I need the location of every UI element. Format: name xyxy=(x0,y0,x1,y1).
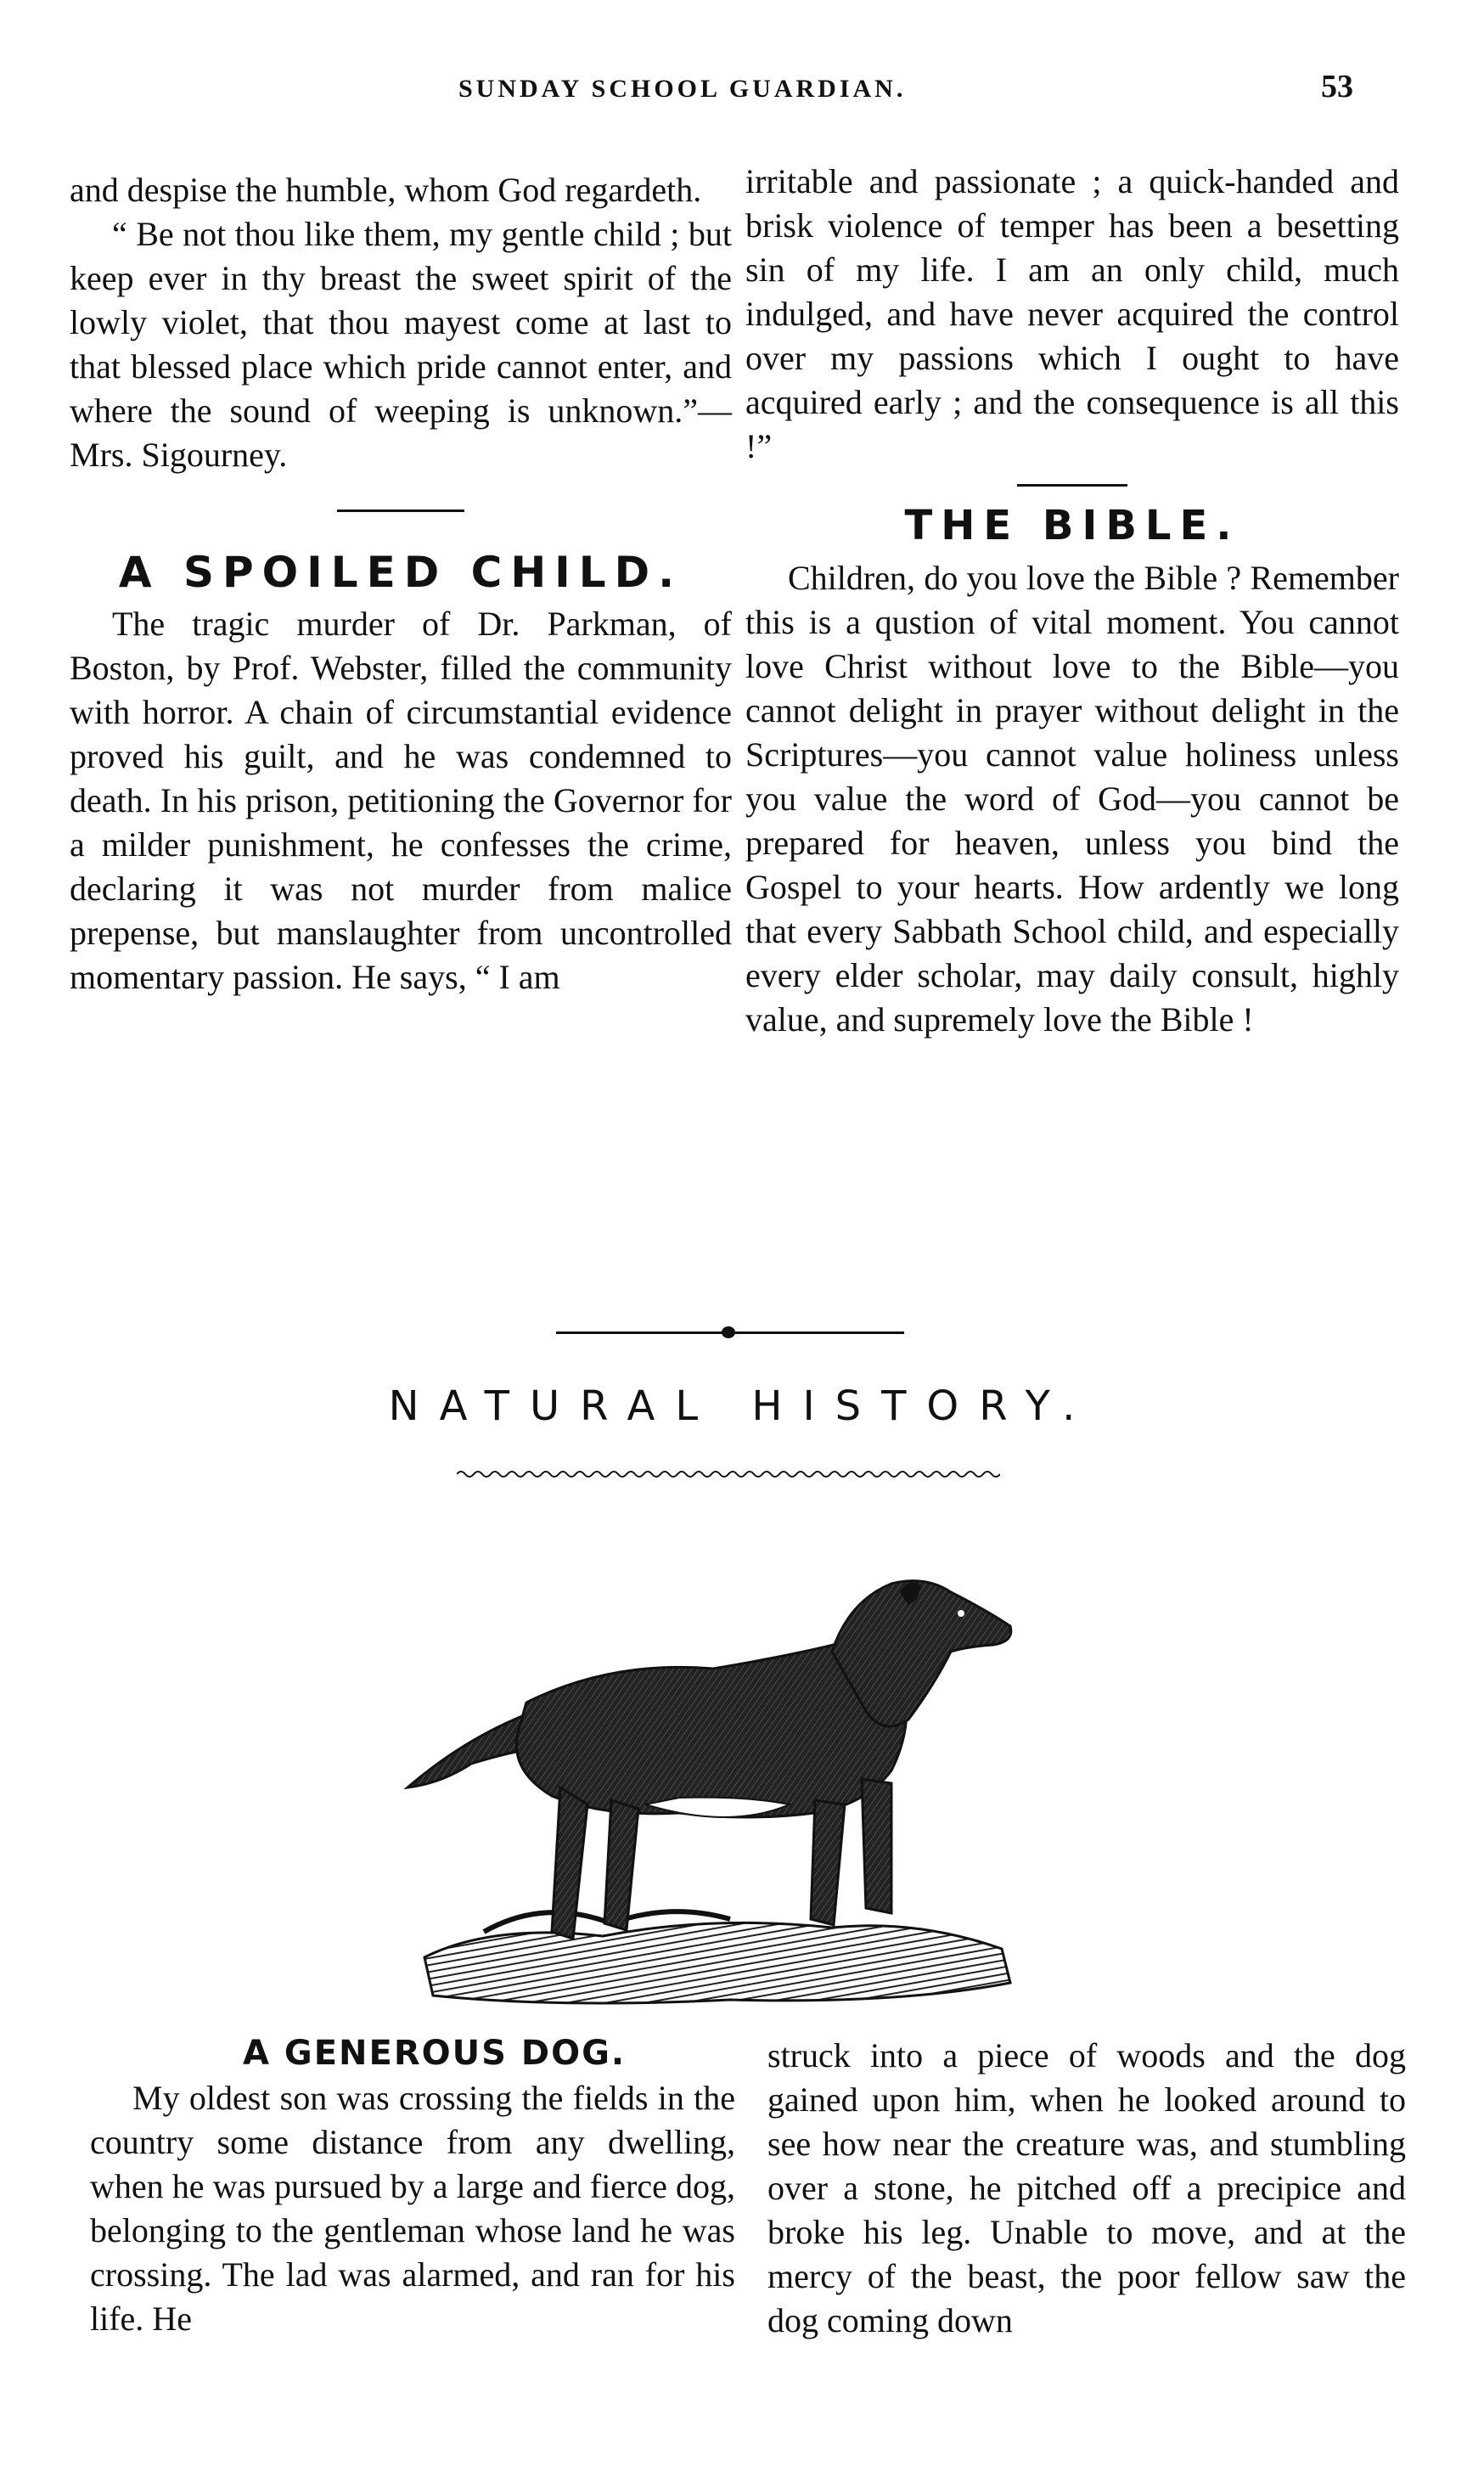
section-divider xyxy=(337,509,464,512)
violet-paragraph-end: and despise the humble, whom God regardeth. xyxy=(70,171,702,209)
section-divider xyxy=(1017,484,1127,487)
spoiled-child-text: The tragic murder of Dr. Parkman, of Boston, by Prof. Webster, filled the community with horror. A chain of circumstantial evidence proved his guilt, and he was condemned to death. In his prison, petitioning the Governor for a milder punishment, he confesses the crime, declaring it was not murder from malice prepense, but manslaughter from uncontrolled momentary passion. He says, “ I am xyxy=(70,605,732,996)
generous-dog-title: A GENEROUS DOG. xyxy=(243,2034,627,2073)
ornament-rule-dot xyxy=(722,1326,735,1338)
violet-paragraph-quote: “ Be not thou like them, my gentle child ; but keep ever in thy breast the sweet spirit of the lowly violet, that thou mayest come at last to that blessed place which pride cannot enter, and where the sound of weeping is unknown.”—Mrs. Sigourney. xyxy=(70,215,732,474)
natural-history-heading: NATURAL HISTORY. xyxy=(388,1382,1096,1430)
generous-dog-text-left: My oldest son was crossing the fields in the country some distance from any dwelling, when he was pursued by a large and fierce dog, belonging to the gentleman whose land he was crossing. The lad was alarmed, and ran for his life. He xyxy=(90,2079,735,2338)
right-column-top xyxy=(745,160,1399,1042)
dog-engraving-icon xyxy=(391,1575,1036,2025)
left-column-bottom xyxy=(90,2034,735,2341)
running-title: SUNDAY SCHOOL GUARDIAN. xyxy=(458,75,907,103)
bible-title: THE BIBLE. xyxy=(904,502,1240,549)
spoiled-child-title: A SPOILED CHILD. xyxy=(118,548,683,597)
right-column-bottom xyxy=(767,2034,1406,2343)
generous-dog-text-right: struck into a piece of woods and the dog gained upon him, when he looked around to see how near the creature was, and stumbling over a stone, he pitched off a precipice and broke his leg. Unable to move, and at the mercy of the beast, the poor fellow saw the dog coming down xyxy=(767,2036,1406,2339)
spoiled-child-continued: irritable and passionate ; a quick-handed and brisk violence of temper has been a besetting sin of my life. I am an only child, much indulged, and have never acquired the control over my passions which I ought to have acquired early ; and the consequence is all this !” xyxy=(745,162,1399,465)
left-column-top xyxy=(70,168,732,999)
page-number: 53 xyxy=(1321,69,1353,104)
bible-text: Children, do you love the Bible ? Remember this is a qustion of vital moment. You cannot love Christ without love to the Bible—you cannot delight in prayer without delight in the Scriptures—you cannot value holiness unless you value the word of God—you cannot be prepared for heaven, unless you bind the Gospel to your hearts. How ardently we long that every Sabbath School child, and especially every elder scholar, may daily consult, highly value, and supremely love the Bible ! xyxy=(745,559,1399,1039)
wavy-divider xyxy=(457,1467,1000,1481)
